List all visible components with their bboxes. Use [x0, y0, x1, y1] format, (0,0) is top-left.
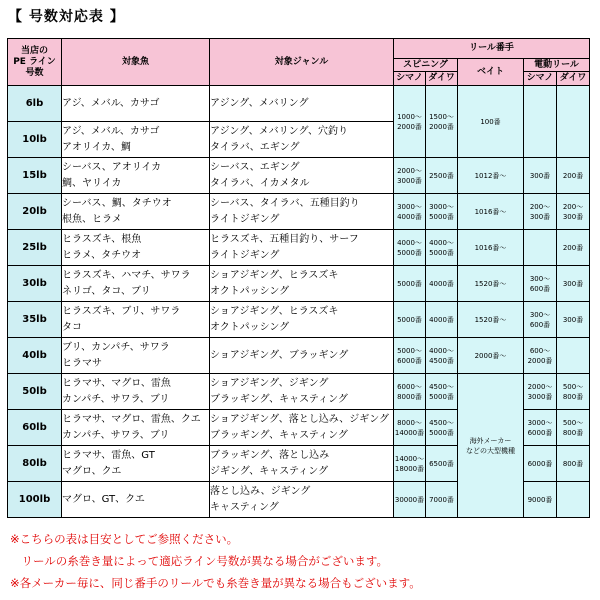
spinning-shimano: 30000番 [394, 482, 426, 518]
electric-shimano: 300番 [524, 158, 557, 194]
target-fish: ヒラマサ、マグロ、雷魚、クエ カンパチ、サワラ、ブリ [62, 410, 210, 446]
header-target-fish: 対象魚 [62, 39, 210, 86]
target-fish: ヒラスズキ、ブリ、サワラ タコ [62, 302, 210, 338]
header-target-genre: 対象ジャンル [210, 39, 394, 86]
line-size: 50lb [8, 374, 62, 410]
header-electric: 電動リール [524, 59, 590, 72]
line-size: 20lb [8, 194, 62, 230]
bait: 海外メーカー などの大型機種 [458, 374, 524, 518]
target-genre: シーバス、エギング タイラバ、イカメタル [210, 158, 394, 194]
target-genre: 落とし込み、ジギング キャスティング [210, 482, 394, 518]
electric-shimano [524, 230, 557, 266]
table-row [8, 158, 590, 194]
table-row [8, 374, 590, 410]
spinning-shimano: 8000〜 14000番 [394, 410, 426, 446]
target-fish: ヒラスズキ、根魚 ヒラメ、タチウオ [62, 230, 210, 266]
electric-daiwa [557, 86, 590, 158]
header-shimano-electric: シマノ [524, 72, 557, 86]
line-size: 6lb [8, 86, 62, 122]
header-daiwa-electric: ダイワ [557, 72, 590, 86]
electric-shimano: 3000〜 6000番 [524, 410, 557, 446]
electric-shimano: 300〜 600番 [524, 266, 557, 302]
table-row [8, 230, 590, 266]
spinning-daiwa: 4000〜 4500番 [426, 338, 458, 374]
target-genre: アジング、メバリング [210, 86, 394, 122]
line-size-table [7, 38, 590, 518]
line-size: 25lb [8, 230, 62, 266]
spinning-daiwa: 2500番 [426, 158, 458, 194]
spinning-shimano: 5000〜 6000番 [394, 338, 426, 374]
spinning-shimano: 1000〜 2000番 [394, 86, 426, 158]
note-line: ※各メーカー毎に、同じ番手のリールでも糸巻き量が異なる場合もございます。 [10, 576, 421, 590]
table-row [8, 194, 590, 230]
target-fish: ヒラマサ、雷魚、GT マグロ、クエ [62, 446, 210, 482]
page-title: 【 号数対応表 】 [8, 9, 125, 25]
bait: 100番 [458, 86, 524, 158]
target-genre: ショアジギング、ヒラスズキ オクトパッシング [210, 266, 394, 302]
target-fish: シーバス、アオリイカ 鯛、ヤリイカ [62, 158, 210, 194]
bait: 1520番〜 [458, 302, 524, 338]
electric-daiwa: 500〜 800番 [557, 374, 590, 410]
spinning-daiwa: 4500〜 5000番 [426, 374, 458, 410]
spinning-daiwa: 4500〜 5000番 [426, 410, 458, 446]
spinning-daiwa: 4000〜 5000番 [426, 230, 458, 266]
spinning-daiwa: 1500〜 2000番 [426, 86, 458, 158]
electric-shimano: 300〜 600番 [524, 302, 557, 338]
spinning-daiwa: 7000番 [426, 482, 458, 518]
line-size: 35lb [8, 302, 62, 338]
line-size: 10lb [8, 122, 62, 158]
electric-daiwa [557, 482, 590, 518]
spinning-shimano: 5000番 [394, 302, 426, 338]
electric-daiwa: 500〜 800番 [557, 410, 590, 446]
spinning-shimano: 4000〜 5000番 [394, 230, 426, 266]
electric-shimano: 200〜 300番 [524, 194, 557, 230]
electric-shimano: 9000番 [524, 482, 557, 518]
electric-daiwa: 300番 [557, 302, 590, 338]
bait: 1520番〜 [458, 266, 524, 302]
note-line: ※こちらの表は目安としてご参照ください。 [10, 532, 239, 546]
electric-daiwa: 800番 [557, 446, 590, 482]
bait: 1016番〜 [458, 194, 524, 230]
spinning-daiwa: 4000番 [426, 302, 458, 338]
line-size: 40lb [8, 338, 62, 374]
line-size: 15lb [8, 158, 62, 194]
target-fish: シーバス、鯛、タチウオ 根魚、ヒラメ [62, 194, 210, 230]
header-pe-line: 当店の PE ライン 号数 [8, 39, 62, 86]
target-genre: シーバス、タイラバ、五種目釣り ライトジギング [210, 194, 394, 230]
spinning-shimano: 2000〜 3000番 [394, 158, 426, 194]
target-fish: ヒラスズキ、ハマチ、サワラ ネリゴ、タコ、ブリ [62, 266, 210, 302]
target-genre: アジング、メバリング、穴釣り タイラバ、エギング [210, 122, 394, 158]
target-fish: アジ、メバル、カサゴ アオリイカ、鯛 [62, 122, 210, 158]
bait: 1012番〜 [458, 158, 524, 194]
header-bait: ベイト [458, 59, 524, 86]
electric-daiwa: 300番 [557, 266, 590, 302]
note-line: リールの糸巻き量によって適応ライン号数が異なる場合がございます。 [10, 554, 389, 568]
electric-daiwa [557, 338, 590, 374]
table-row [8, 302, 590, 338]
line-size: 30lb [8, 266, 62, 302]
spinning-daiwa: 6500番 [426, 446, 458, 482]
electric-daiwa: 200番 [557, 230, 590, 266]
spinning-shimano: 14000〜 18000番 [394, 446, 426, 482]
target-fish: マグロ、GT、クエ [62, 482, 210, 518]
spinning-shimano: 3000〜 4000番 [394, 194, 426, 230]
electric-daiwa: 200〜 300番 [557, 194, 590, 230]
target-genre: ブラッギング、落とし込み ジギング、キャスティング [210, 446, 394, 482]
spinning-shimano: 6000〜 8000番 [394, 374, 426, 410]
electric-shimano [524, 86, 557, 158]
electric-daiwa: 200番 [557, 158, 590, 194]
bait: 1016番〜 [458, 230, 524, 266]
target-genre: ショアジギング、落とし込み、ジギング ブラッギング、キャスティング [210, 410, 394, 446]
electric-shimano: 2000〜 3000番 [524, 374, 557, 410]
target-fish: アジ、メバル、カサゴ [62, 86, 210, 122]
header-daiwa: ダイワ [426, 72, 458, 86]
spinning-shimano: 5000番 [394, 266, 426, 302]
electric-shimano: 6000番 [524, 446, 557, 482]
spinning-daiwa: 3000〜 5000番 [426, 194, 458, 230]
line-size: 100lb [8, 482, 62, 518]
target-genre: ショアジギング、ヒラスズキ オクトパッシング [210, 302, 394, 338]
notes [10, 528, 421, 594]
target-fish: ヒラマサ、マグロ、雷魚 カンパチ、サワラ、ブリ [62, 374, 210, 410]
target-genre: ショアジギング、ブラッギング [210, 338, 394, 374]
header-reel-number: リール番手 [394, 39, 590, 59]
electric-shimano: 600〜 2000番 [524, 338, 557, 374]
table-row [8, 266, 590, 302]
header-spinning: スピニング [394, 59, 458, 72]
table-row [8, 86, 590, 122]
target-fish: ブリ、カンパチ、サワラ ヒラマサ [62, 338, 210, 374]
line-size: 60lb [8, 410, 62, 446]
target-genre: ヒラスズキ、五種目釣り、サーフ ライトジギング [210, 230, 394, 266]
bait: 2000番〜 [458, 338, 524, 374]
line-size: 80lb [8, 446, 62, 482]
spinning-daiwa: 4000番 [426, 266, 458, 302]
table-row [8, 338, 590, 374]
header-shimano: シマノ [394, 72, 426, 86]
target-genre: ショアジギング、ジギング ブラッギング、キャスティング [210, 374, 394, 410]
